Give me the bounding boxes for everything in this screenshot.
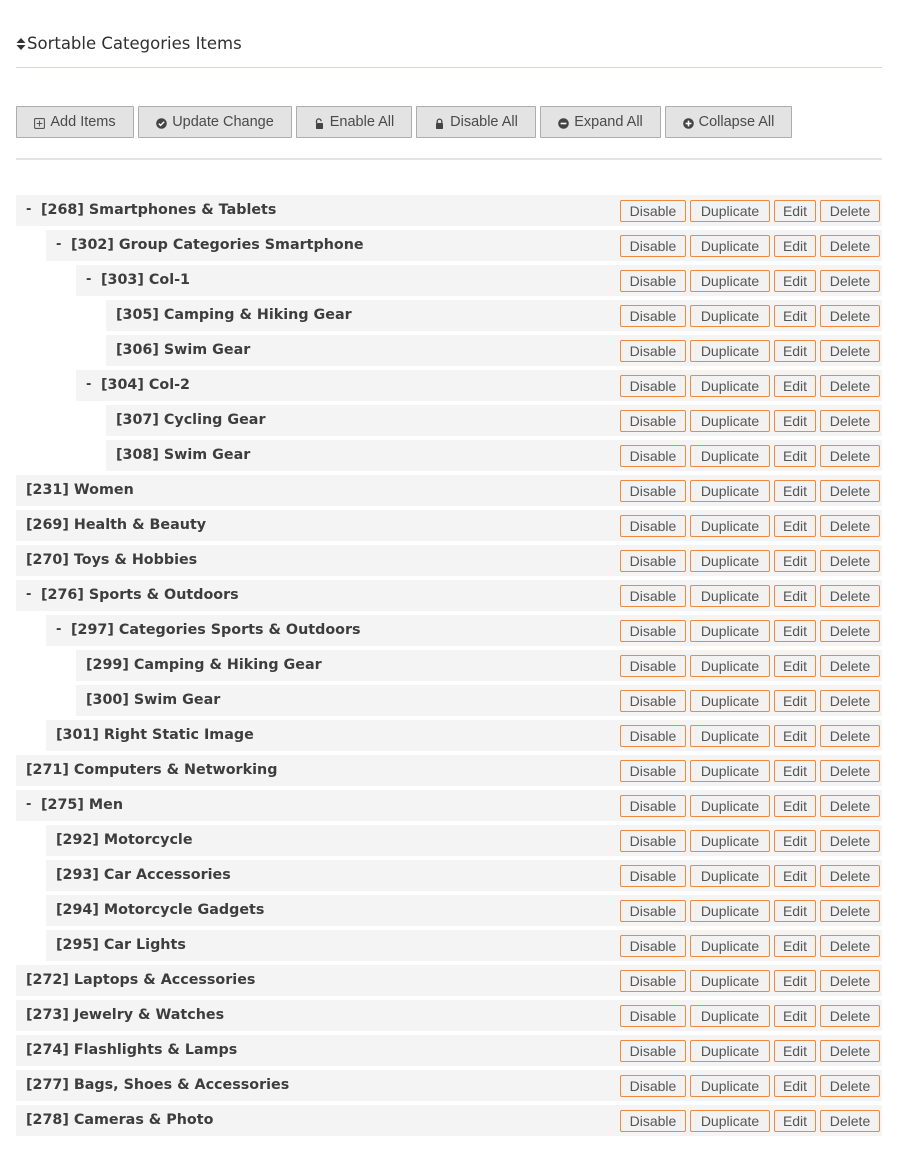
tree-item-label: [231] Women xyxy=(26,482,134,498)
tree-row[interactable] xyxy=(16,545,882,576)
add-items-button[interactable] xyxy=(16,106,134,138)
collapse-toggle[interactable]: - xyxy=(86,377,92,392)
tree-row[interactable] xyxy=(46,860,882,891)
disable-button[interactable]: Disable xyxy=(620,235,686,257)
edit-button[interactable]: Edit xyxy=(774,865,816,887)
tree-item-label: [292] Motorcycle xyxy=(56,832,193,848)
delete-button[interactable]: Delete xyxy=(820,725,880,747)
delete-button[interactable]: Delete xyxy=(820,935,880,957)
check-circle-icon xyxy=(156,117,167,128)
tree-item-label: [305] Camping & Hiking Gear xyxy=(116,307,352,323)
delete-button[interactable]: Delete xyxy=(820,235,880,257)
panel-title-text: Sortable Categories Items xyxy=(27,34,242,53)
disable-button[interactable]: Disable xyxy=(620,655,686,677)
delete-button[interactable]: Delete xyxy=(820,1110,880,1132)
disable-button[interactable]: Disable xyxy=(620,830,686,852)
tree-row[interactable] xyxy=(16,195,882,226)
delete-button[interactable]: Delete xyxy=(820,760,880,782)
tree-item-label: [293] Car Accessories xyxy=(56,867,231,883)
delete-button[interactable]: Delete xyxy=(820,200,880,222)
tree-row[interactable] xyxy=(106,405,882,436)
tree-item-label: [297] Categories Sports & Outdoors xyxy=(71,622,361,638)
tree-row[interactable] xyxy=(16,1105,882,1136)
duplicate-button[interactable]: Duplicate xyxy=(690,550,770,572)
duplicate-button[interactable]: Duplicate xyxy=(690,375,770,397)
tree-item-label: [300] Swim Gear xyxy=(86,692,221,708)
edit-button[interactable]: Edit xyxy=(774,690,816,712)
delete-button[interactable]: Delete xyxy=(820,480,880,502)
duplicate-button[interactable]: Duplicate xyxy=(690,515,770,537)
collapse-toggle[interactable]: - xyxy=(56,622,62,637)
duplicate-button[interactable]: Duplicate xyxy=(690,760,770,782)
tree-row[interactable] xyxy=(106,335,882,366)
delete-button[interactable]: Delete xyxy=(820,795,880,817)
edit-button[interactable]: Edit xyxy=(774,620,816,642)
edit-button[interactable]: Edit xyxy=(774,375,816,397)
delete-button[interactable]: Delete xyxy=(820,375,880,397)
edit-button[interactable]: Edit xyxy=(774,760,816,782)
tree-row[interactable] xyxy=(76,650,882,681)
disable-button[interactable]: Disable xyxy=(620,865,686,887)
lock-icon xyxy=(434,117,445,128)
tree-item-label: [273] Jewelry & Watches xyxy=(26,1007,225,1023)
edit-button[interactable]: Edit xyxy=(774,970,816,992)
row-actions xyxy=(616,690,880,712)
tree-row[interactable] xyxy=(16,475,882,506)
tree-item-label: [307] Cycling Gear xyxy=(116,412,266,428)
enable-all-button[interactable] xyxy=(296,106,412,138)
tree-item-label: [276] Sports & Outdoors xyxy=(41,587,239,603)
collapse-toggle[interactable]: - xyxy=(26,797,32,812)
row-actions xyxy=(616,900,880,922)
expand-all-label: Expand All xyxy=(574,114,643,130)
tree-row[interactable] xyxy=(46,895,882,926)
edit-button[interactable]: Edit xyxy=(774,585,816,607)
duplicate-button[interactable]: Duplicate xyxy=(690,795,770,817)
duplicate-button[interactable]: Duplicate xyxy=(690,865,770,887)
plus-circle-icon xyxy=(683,117,694,128)
delete-button[interactable]: Delete xyxy=(820,1005,880,1027)
tree-item-label: [299] Camping & Hiking Gear xyxy=(86,657,322,673)
row-actions xyxy=(616,375,880,397)
edit-button[interactable]: Edit xyxy=(774,935,816,957)
tree-row[interactable] xyxy=(76,370,882,401)
disable-button[interactable]: Disable xyxy=(620,270,686,292)
tree-item-label: [294] Motorcycle Gadgets xyxy=(56,902,265,918)
disable-button[interactable]: Disable xyxy=(620,690,686,712)
row-actions xyxy=(616,550,880,572)
row-actions xyxy=(616,270,880,292)
delete-button[interactable]: Delete xyxy=(820,900,880,922)
delete-button[interactable]: Delete xyxy=(820,865,880,887)
row-actions xyxy=(616,935,880,957)
delete-button[interactable]: Delete xyxy=(820,445,880,467)
disable-button[interactable]: Disable xyxy=(620,1040,686,1062)
tree-row[interactable] xyxy=(106,440,882,471)
update-change-button[interactable] xyxy=(138,106,292,138)
disable-button[interactable]: Disable xyxy=(620,1005,686,1027)
disable-button[interactable]: Disable xyxy=(620,935,686,957)
row-actions xyxy=(616,760,880,782)
edit-button[interactable]: Edit xyxy=(774,340,816,362)
duplicate-button[interactable]: Duplicate xyxy=(690,725,770,747)
delete-button[interactable]: Delete xyxy=(820,585,880,607)
duplicate-button[interactable]: Duplicate xyxy=(690,585,770,607)
duplicate-button[interactable]: Duplicate xyxy=(690,970,770,992)
duplicate-button[interactable]: Duplicate xyxy=(690,270,770,292)
duplicate-button[interactable]: Duplicate xyxy=(690,445,770,467)
row-actions xyxy=(616,1040,880,1062)
edit-button[interactable]: Edit xyxy=(774,725,816,747)
duplicate-button[interactable]: Duplicate xyxy=(690,690,770,712)
row-actions xyxy=(616,655,880,677)
disable-button[interactable]: Disable xyxy=(620,725,686,747)
edit-button[interactable]: Edit xyxy=(774,200,816,222)
tree-row[interactable] xyxy=(106,300,882,331)
disable-button[interactable]: Disable xyxy=(620,1110,686,1132)
tree-item-label: [269] Health & Beauty xyxy=(26,517,207,533)
tree-item-label: [277] Bags, Shoes & Accessories xyxy=(26,1077,290,1093)
tree-item-label: [274] Flashlights & Lamps xyxy=(26,1042,238,1058)
duplicate-button[interactable]: Duplicate xyxy=(690,935,770,957)
tree-item-label: [271] Computers & Networking xyxy=(26,762,278,778)
tree-item-label: [302] Group Categories Smartphone xyxy=(71,237,364,253)
disable-button[interactable]: Disable xyxy=(620,375,686,397)
tree-item-label: [272] Laptops & Accessories xyxy=(26,972,256,988)
tree-item-label: [308] Swim Gear xyxy=(116,447,251,463)
disable-button[interactable]: Disable xyxy=(620,200,686,222)
delete-button[interactable]: Delete xyxy=(820,970,880,992)
delete-button[interactable]: Delete xyxy=(820,690,880,712)
disable-button[interactable]: Disable xyxy=(620,410,686,432)
duplicate-button[interactable]: Duplicate xyxy=(690,1040,770,1062)
row-actions xyxy=(616,340,880,362)
delete-button[interactable]: Delete xyxy=(820,1040,880,1062)
update-change-label: Update Change xyxy=(172,114,274,130)
duplicate-button[interactable]: Duplicate xyxy=(690,655,770,677)
delete-button[interactable]: Delete xyxy=(820,620,880,642)
edit-button[interactable]: Edit xyxy=(774,235,816,257)
disable-button[interactable]: Disable xyxy=(620,305,686,327)
row-actions xyxy=(616,830,880,852)
expand-all-button[interactable] xyxy=(540,106,661,138)
duplicate-button[interactable]: Duplicate xyxy=(690,620,770,642)
disable-button[interactable]: Disable xyxy=(620,620,686,642)
panel-title xyxy=(16,34,242,53)
disable-button[interactable]: Disable xyxy=(620,515,686,537)
row-actions xyxy=(616,865,880,887)
delete-button[interactable]: Delete xyxy=(820,410,880,432)
row-actions xyxy=(616,970,880,992)
duplicate-button[interactable]: Duplicate xyxy=(690,340,770,362)
disable-button[interactable]: Disable xyxy=(620,480,686,502)
duplicate-button[interactable]: Duplicate xyxy=(690,1110,770,1132)
disable-all-label: Disable All xyxy=(450,114,518,130)
tree-row[interactable] xyxy=(16,510,882,541)
tree-row[interactable] xyxy=(16,1035,882,1066)
duplicate-button[interactable]: Duplicate xyxy=(690,1005,770,1027)
row-actions xyxy=(616,1075,880,1097)
edit-button[interactable]: Edit xyxy=(774,830,816,852)
edit-button[interactable]: Edit xyxy=(774,795,816,817)
disable-button[interactable]: Disable xyxy=(620,760,686,782)
title-divider xyxy=(16,67,882,68)
disable-button[interactable]: Disable xyxy=(620,340,686,362)
tree-row[interactable] xyxy=(16,1000,882,1031)
delete-button[interactable]: Delete xyxy=(820,830,880,852)
edit-button[interactable]: Edit xyxy=(774,410,816,432)
row-actions xyxy=(616,620,880,642)
tree-row[interactable] xyxy=(16,790,882,821)
tree-item-label: [303] Col-1 xyxy=(101,272,190,288)
row-actions xyxy=(616,200,880,222)
row-actions xyxy=(616,1110,880,1132)
tree-item-label: [270] Toys & Hobbies xyxy=(26,552,198,568)
tree-row[interactable] xyxy=(16,580,882,611)
collapse-toggle[interactable]: - xyxy=(26,587,32,602)
disable-all-button[interactable] xyxy=(416,106,536,138)
row-actions xyxy=(616,305,880,327)
tree-row[interactable] xyxy=(76,265,882,296)
disable-button[interactable]: Disable xyxy=(620,550,686,572)
edit-button[interactable]: Edit xyxy=(774,270,816,292)
tree-item-label: [306] Swim Gear xyxy=(116,342,251,358)
plus-square-icon xyxy=(34,117,45,128)
edit-button[interactable]: Edit xyxy=(774,445,816,467)
edit-button[interactable]: Edit xyxy=(774,550,816,572)
duplicate-button[interactable]: Duplicate xyxy=(690,830,770,852)
edit-button[interactable]: Edit xyxy=(774,305,816,327)
collapse-all-button[interactable] xyxy=(665,106,792,138)
collapse-toggle[interactable]: - xyxy=(56,237,62,252)
row-actions xyxy=(616,480,880,502)
tree-row[interactable] xyxy=(46,615,882,646)
delete-button[interactable]: Delete xyxy=(820,270,880,292)
unlock-icon xyxy=(314,117,325,128)
disable-button[interactable]: Disable xyxy=(620,445,686,467)
disable-button[interactable]: Disable xyxy=(620,970,686,992)
tree-row[interactable] xyxy=(46,930,882,961)
row-actions xyxy=(616,585,880,607)
edit-button[interactable]: Edit xyxy=(774,1075,816,1097)
row-actions xyxy=(616,725,880,747)
toolbar xyxy=(16,106,796,138)
disable-button[interactable]: Disable xyxy=(620,795,686,817)
add-items-label: Add Items xyxy=(50,114,116,130)
tree-item-label: [301] Right Static Image xyxy=(56,727,254,743)
row-actions xyxy=(616,445,880,467)
tree-row[interactable] xyxy=(46,230,882,261)
delete-button[interactable]: Delete xyxy=(820,1075,880,1097)
disable-button[interactable]: Disable xyxy=(620,900,686,922)
duplicate-button[interactable]: Duplicate xyxy=(690,480,770,502)
edit-button[interactable]: Edit xyxy=(774,655,816,677)
tree-row[interactable] xyxy=(76,685,882,716)
tree-item-label: [304] Col-2 xyxy=(101,377,190,393)
duplicate-button[interactable]: Duplicate xyxy=(690,410,770,432)
sort-icon xyxy=(16,36,26,52)
collapse-toggle[interactable]: - xyxy=(26,202,32,217)
duplicate-button[interactable]: Duplicate xyxy=(690,200,770,222)
delete-button[interactable]: Delete xyxy=(820,515,880,537)
disable-button[interactable]: Disable xyxy=(620,585,686,607)
delete-button[interactable]: Delete xyxy=(820,305,880,327)
collapse-all-label: Collapse All xyxy=(698,114,775,130)
row-actions xyxy=(616,795,880,817)
edit-button[interactable]: Edit xyxy=(774,1110,816,1132)
tree-item-label: [275] Men xyxy=(41,797,123,813)
tree-row[interactable] xyxy=(46,825,882,856)
minus-circle-icon xyxy=(558,117,569,128)
tree-item-label: [268] Smartphones & Tablets xyxy=(41,202,277,218)
duplicate-button[interactable]: Duplicate xyxy=(690,235,770,257)
disable-button[interactable]: Disable xyxy=(620,1075,686,1097)
row-actions xyxy=(616,1005,880,1027)
tree-row[interactable] xyxy=(46,720,882,751)
edit-button[interactable]: Edit xyxy=(774,900,816,922)
row-actions xyxy=(616,515,880,537)
tree-item-label: [295] Car Lights xyxy=(56,937,186,953)
enable-all-label: Enable All xyxy=(329,114,395,130)
tree-row[interactable] xyxy=(16,755,882,786)
duplicate-button[interactable]: Duplicate xyxy=(690,900,770,922)
delete-button[interactable]: Delete xyxy=(820,655,880,677)
tree-row[interactable] xyxy=(16,965,882,996)
duplicate-button[interactable]: Duplicate xyxy=(690,305,770,327)
tree-item-label: [278] Cameras & Photo xyxy=(26,1112,214,1128)
delete-button[interactable]: Delete xyxy=(820,550,880,572)
tree-row[interactable] xyxy=(16,1070,882,1101)
duplicate-button[interactable]: Duplicate xyxy=(690,1075,770,1097)
toolbar-divider xyxy=(16,158,882,160)
collapse-toggle[interactable]: - xyxy=(86,272,92,287)
row-actions xyxy=(616,410,880,432)
edit-button[interactable]: Edit xyxy=(774,1040,816,1062)
edit-button[interactable]: Edit xyxy=(774,1005,816,1027)
edit-button[interactable]: Edit xyxy=(774,515,816,537)
row-actions xyxy=(616,235,880,257)
delete-button[interactable]: Delete xyxy=(820,340,880,362)
edit-button[interactable]: Edit xyxy=(774,480,816,502)
